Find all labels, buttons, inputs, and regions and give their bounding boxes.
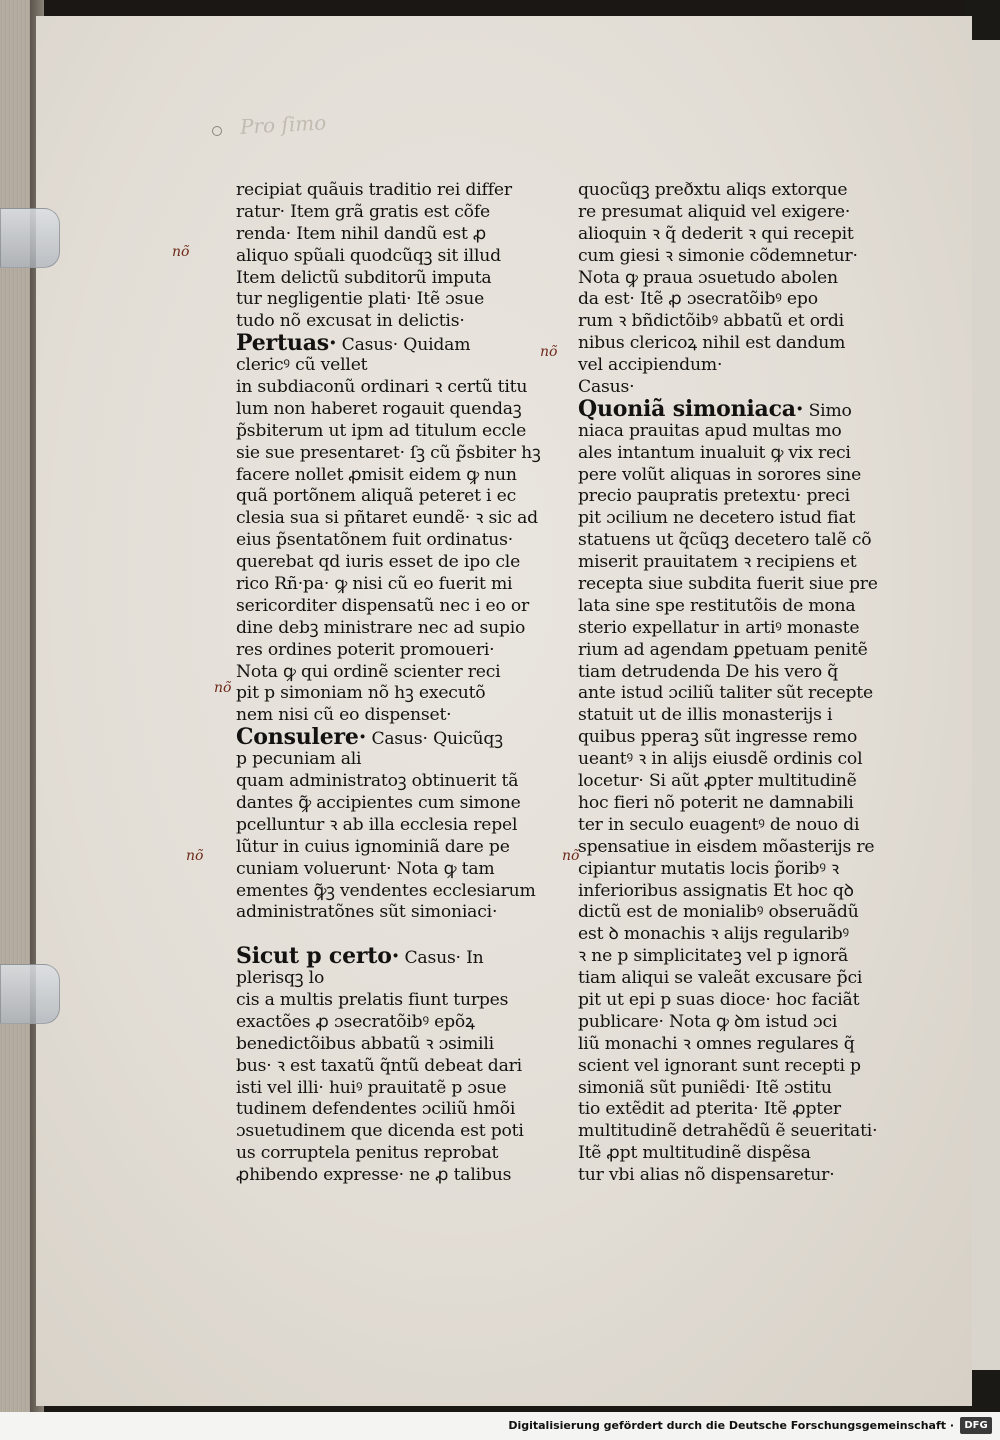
- book-clasp-bottom: [0, 964, 60, 1024]
- text-line: spensatiue in eisdem mõasterijs re: [578, 836, 875, 857]
- text-line: Nota ꝙ praua ɔsuetudo abolen: [578, 267, 838, 288]
- text-line: sericorditer dispensatũ nec i eo or: [236, 595, 530, 616]
- text-line: vel accipiendum·: [578, 355, 723, 376]
- text-line: Casus·: [578, 377, 635, 398]
- text-line: recepta siue subdita fuerit siue pre: [578, 574, 878, 595]
- section-heading: Sicut p certo·: [236, 943, 400, 970]
- heading-rest: Casus· Quidam: [341, 335, 471, 356]
- text-line: lum non haberet rogauit quendaꝫ: [236, 398, 522, 419]
- text-column-left: [236, 180, 546, 1187]
- text-line: Nota ꝙ qui ordinẽ scienter reci: [236, 661, 501, 682]
- text-line: statuit ut de illis monasterijs i: [578, 705, 833, 726]
- text-line: liũ monachi ꝛ omnes regulares q̃: [578, 1033, 855, 1054]
- text-line: dine debꝫ ministrare nec ad supio: [236, 617, 526, 638]
- text-line: pere volũt aliquas in sorores sine: [578, 464, 862, 485]
- text-line: est ꝺ monachis ꝛ alijs regularibꝰ: [578, 924, 849, 945]
- book-clasp-top: [0, 208, 60, 268]
- text-line: tudo nõ excusat in delictis·: [236, 311, 465, 332]
- text-line: renda· Item nihil dandũ est ꝓ: [236, 223, 487, 244]
- text-line: ꝓhibendo expresse· ne ꝓ talibus: [236, 1165, 512, 1186]
- marginal-note: nõ: [172, 244, 190, 260]
- text-line: ementes ꝙ̃ꝫ vendentes ecclesiarum: [236, 880, 536, 901]
- text-line: lũtur in cuius ignominiã dare pe: [236, 836, 510, 857]
- text-line: rum ꝛ bñdictõibꝰ abbatũ et ordi: [578, 311, 844, 332]
- text-line: tio extẽdit ad pterita· Itẽ ꝓpter: [578, 1099, 841, 1120]
- marginal-note: nõ: [186, 848, 204, 864]
- text-line: administratõnes sũt simoniaci·: [236, 902, 498, 923]
- text-line: tur negligentie plati· Itẽ ɔsue: [236, 289, 485, 310]
- section-heading-line: [236, 943, 546, 970]
- text-line: ratur· Item grã gratis est cõfe: [236, 201, 490, 222]
- funding-credit: Digitalisierung gefördert durch die Deutsche Forschungsgemeinschaft ·: [508, 1419, 954, 1432]
- text-column-right: [578, 180, 878, 1187]
- text-line: Itẽ ꝓpt multitudinẽ dispẽsa: [578, 1143, 811, 1164]
- dfg-logo: DFG: [960, 1417, 992, 1434]
- text-line: inferioribus assignatis Et hoc qꝺ: [578, 880, 854, 901]
- text-line: res ordines poterit promoueri·: [236, 639, 495, 660]
- text-line: ales intantum inualuit ꝙ vix reci: [578, 442, 851, 463]
- text-line: facere nollet ꝓmisit eidem ꝙ nun: [236, 464, 517, 485]
- text-line: aliquo spũali quodcũqꝫ sit illud: [236, 245, 501, 266]
- text-line: da est· Itẽ ꝓ ɔsecratõibꝰ epo: [578, 289, 818, 310]
- text-line: nem nisi cũ eo dispenset·: [236, 705, 452, 726]
- text-line: multitudinẽ detrahẽdũ ẽ seueritati·: [578, 1121, 878, 1142]
- text-line: simoniã sũt puniẽdi· Itẽ ɔstitu: [578, 1077, 832, 1098]
- text-line: tudinem defendentes ɔciliũ hmõi: [236, 1099, 516, 1120]
- text-line: sie sue presentaret· ſꝫ cũ p̃sbiter hꝫ: [236, 442, 541, 463]
- text-line: ter in seculo euagentꝰ de nouo di: [578, 814, 860, 835]
- text-line: cum giesi ꝛ simonie cõdemnetur·: [578, 245, 858, 266]
- text-line: alioquin ꝛ q̃ dederit ꝛ qui recepit: [578, 223, 854, 244]
- text-line: us corruptela penitus reprobat: [236, 1143, 499, 1164]
- marginal-note: nõ: [562, 848, 580, 864]
- text-line: exactões ꝓ ɔsecratõibꝰ epõꝝ: [236, 1011, 475, 1032]
- text-line: hoc fieri nõ poterit ne damnabili: [578, 792, 854, 813]
- text-line: precio paupratis pretextu· preci: [578, 486, 850, 507]
- text-line: plerisqꝫ lo: [236, 968, 325, 989]
- text-line: tur vbi alias nõ dispensaretur·: [578, 1165, 835, 1186]
- heading-rest: Casus· In: [404, 948, 484, 969]
- faint-ink-note: Pro ſimo: [239, 110, 327, 139]
- text-line: querebat qd iuris esset de ipo cle: [236, 552, 521, 573]
- text-line: re presumat aliquid vel exigere·: [578, 201, 851, 222]
- text-line: rium ad agendam ꝑpetuam penitẽ: [578, 639, 868, 660]
- text-line: in subdiaconũ ordinari ꝛ certũ titu: [236, 377, 528, 398]
- text-line: isti vel illi· huiꝰ prauitatẽ p ɔsue: [236, 1077, 507, 1098]
- text-line: statuens ut q̃cũqꝫ decetero talẽ cõ: [578, 530, 872, 551]
- punch-hole: [212, 126, 222, 136]
- text-line: tiam detrudenda De his vero q̃: [578, 661, 839, 682]
- text-line: nibus clericoꝝ nihil est dandum: [578, 333, 846, 354]
- text-line: pit ut epi p suas dioce· hoc faciãt: [578, 989, 860, 1010]
- footer-bar: [0, 1412, 1000, 1440]
- heading-rest: Simo: [808, 400, 852, 421]
- next-leaf-edge: [972, 40, 1000, 1370]
- text-line: bus· ꝛ est taxatũ q̃ntũ debeat dari: [236, 1055, 522, 1076]
- text-line: recipiat quãuis traditio rei differ: [236, 180, 512, 200]
- text-line: locetur· Si aũt ꝓpter multitudinẽ: [578, 771, 857, 792]
- section-heading-line: [578, 395, 878, 422]
- heading-rest: Casus· Quicũqꝫ: [371, 729, 503, 750]
- text-line: pcelluntur ꝛ ab illa ecclesia repel: [236, 814, 518, 835]
- text-line: eius p̃sentatõnem fuit ordinatus·: [236, 530, 514, 551]
- text-line: dantes ꝙ̃ accipientes cum simone: [236, 792, 521, 813]
- text-line: publicare· Nota ꝙ ꝺm istud ɔci: [578, 1011, 838, 1032]
- text-line: p̃sbiterum ut ipm ad titulum eccle: [236, 420, 527, 441]
- text-line: pit p simoniam nõ hꝫ executõ: [236, 683, 486, 704]
- text-line: lata sine spe restitutõis de mona: [578, 595, 856, 616]
- text-line: cis a multis prelatis fiunt turpes: [236, 989, 509, 1010]
- text-line: quibus pperaꝫ sũt ingresse remo: [578, 727, 858, 748]
- section-heading: Quoniã simoniaca·: [578, 395, 804, 422]
- text-line: benedictõibus abbatũ ꝛ ɔsimili: [236, 1033, 494, 1054]
- text-line: p pecuniam ali: [236, 749, 362, 770]
- marginal-note: nõ: [214, 680, 232, 696]
- text-line: clesia sua si pñtaret eundẽ· ꝛ sic ad: [236, 508, 538, 529]
- text-line: ɔsuetudinem que dicenda est poti: [236, 1121, 524, 1142]
- text-line: Item delictũ subditorũ imputa: [236, 267, 492, 288]
- text-line: cuniam voluerunt· Nota ꝙ tam: [236, 858, 495, 879]
- text-line: tiam aliqui se valeãt excusare p̃ci: [578, 968, 863, 989]
- text-line: clericꝰ cũ vellet: [236, 355, 368, 376]
- text-line: cipiantur mutatis locis p̃oribꝰ ꝛ: [578, 858, 839, 879]
- section-heading-line: [236, 724, 546, 751]
- text-line: rico Rñ·pa· ꝙ nisi cũ eo fuerit mi: [236, 574, 513, 595]
- text-line: sterio expellatur in artiꝰ monaste: [578, 617, 860, 638]
- section-heading: Pertuas·: [236, 330, 337, 357]
- text-line: quam administratoꝫ obtinuerit tã: [236, 771, 519, 792]
- text-line: pit ɔcilium ne decetero istud fiat: [578, 508, 856, 529]
- text-line: scient vel ignorant sunt recepti p: [578, 1055, 861, 1076]
- marginal-note: nõ: [540, 344, 558, 360]
- text-line: quocũqꝫ preðxtu aliqs extorque: [578, 180, 848, 200]
- text-line: niaca prauitas apud multas mo: [578, 420, 842, 441]
- text-line: quã portõnem aliquã peteret i ec: [236, 486, 516, 507]
- text-line: miserit prauitatem ꝛ recipiens et: [578, 552, 857, 573]
- text-line: dictũ est de monialibꝰ obseruãdũ: [578, 902, 859, 923]
- section-heading-line: [236, 330, 546, 357]
- text-line: ueantꝰ ꝛ in alijs eiusdẽ ordinis col: [578, 749, 863, 770]
- text-line: ante istud ɔciliũ taliter sũt recepte: [578, 683, 873, 704]
- section-heading: Consulere·: [236, 724, 367, 751]
- text-line: ꝛ ne p simplicitateꝫ vel p ignorã: [578, 946, 849, 967]
